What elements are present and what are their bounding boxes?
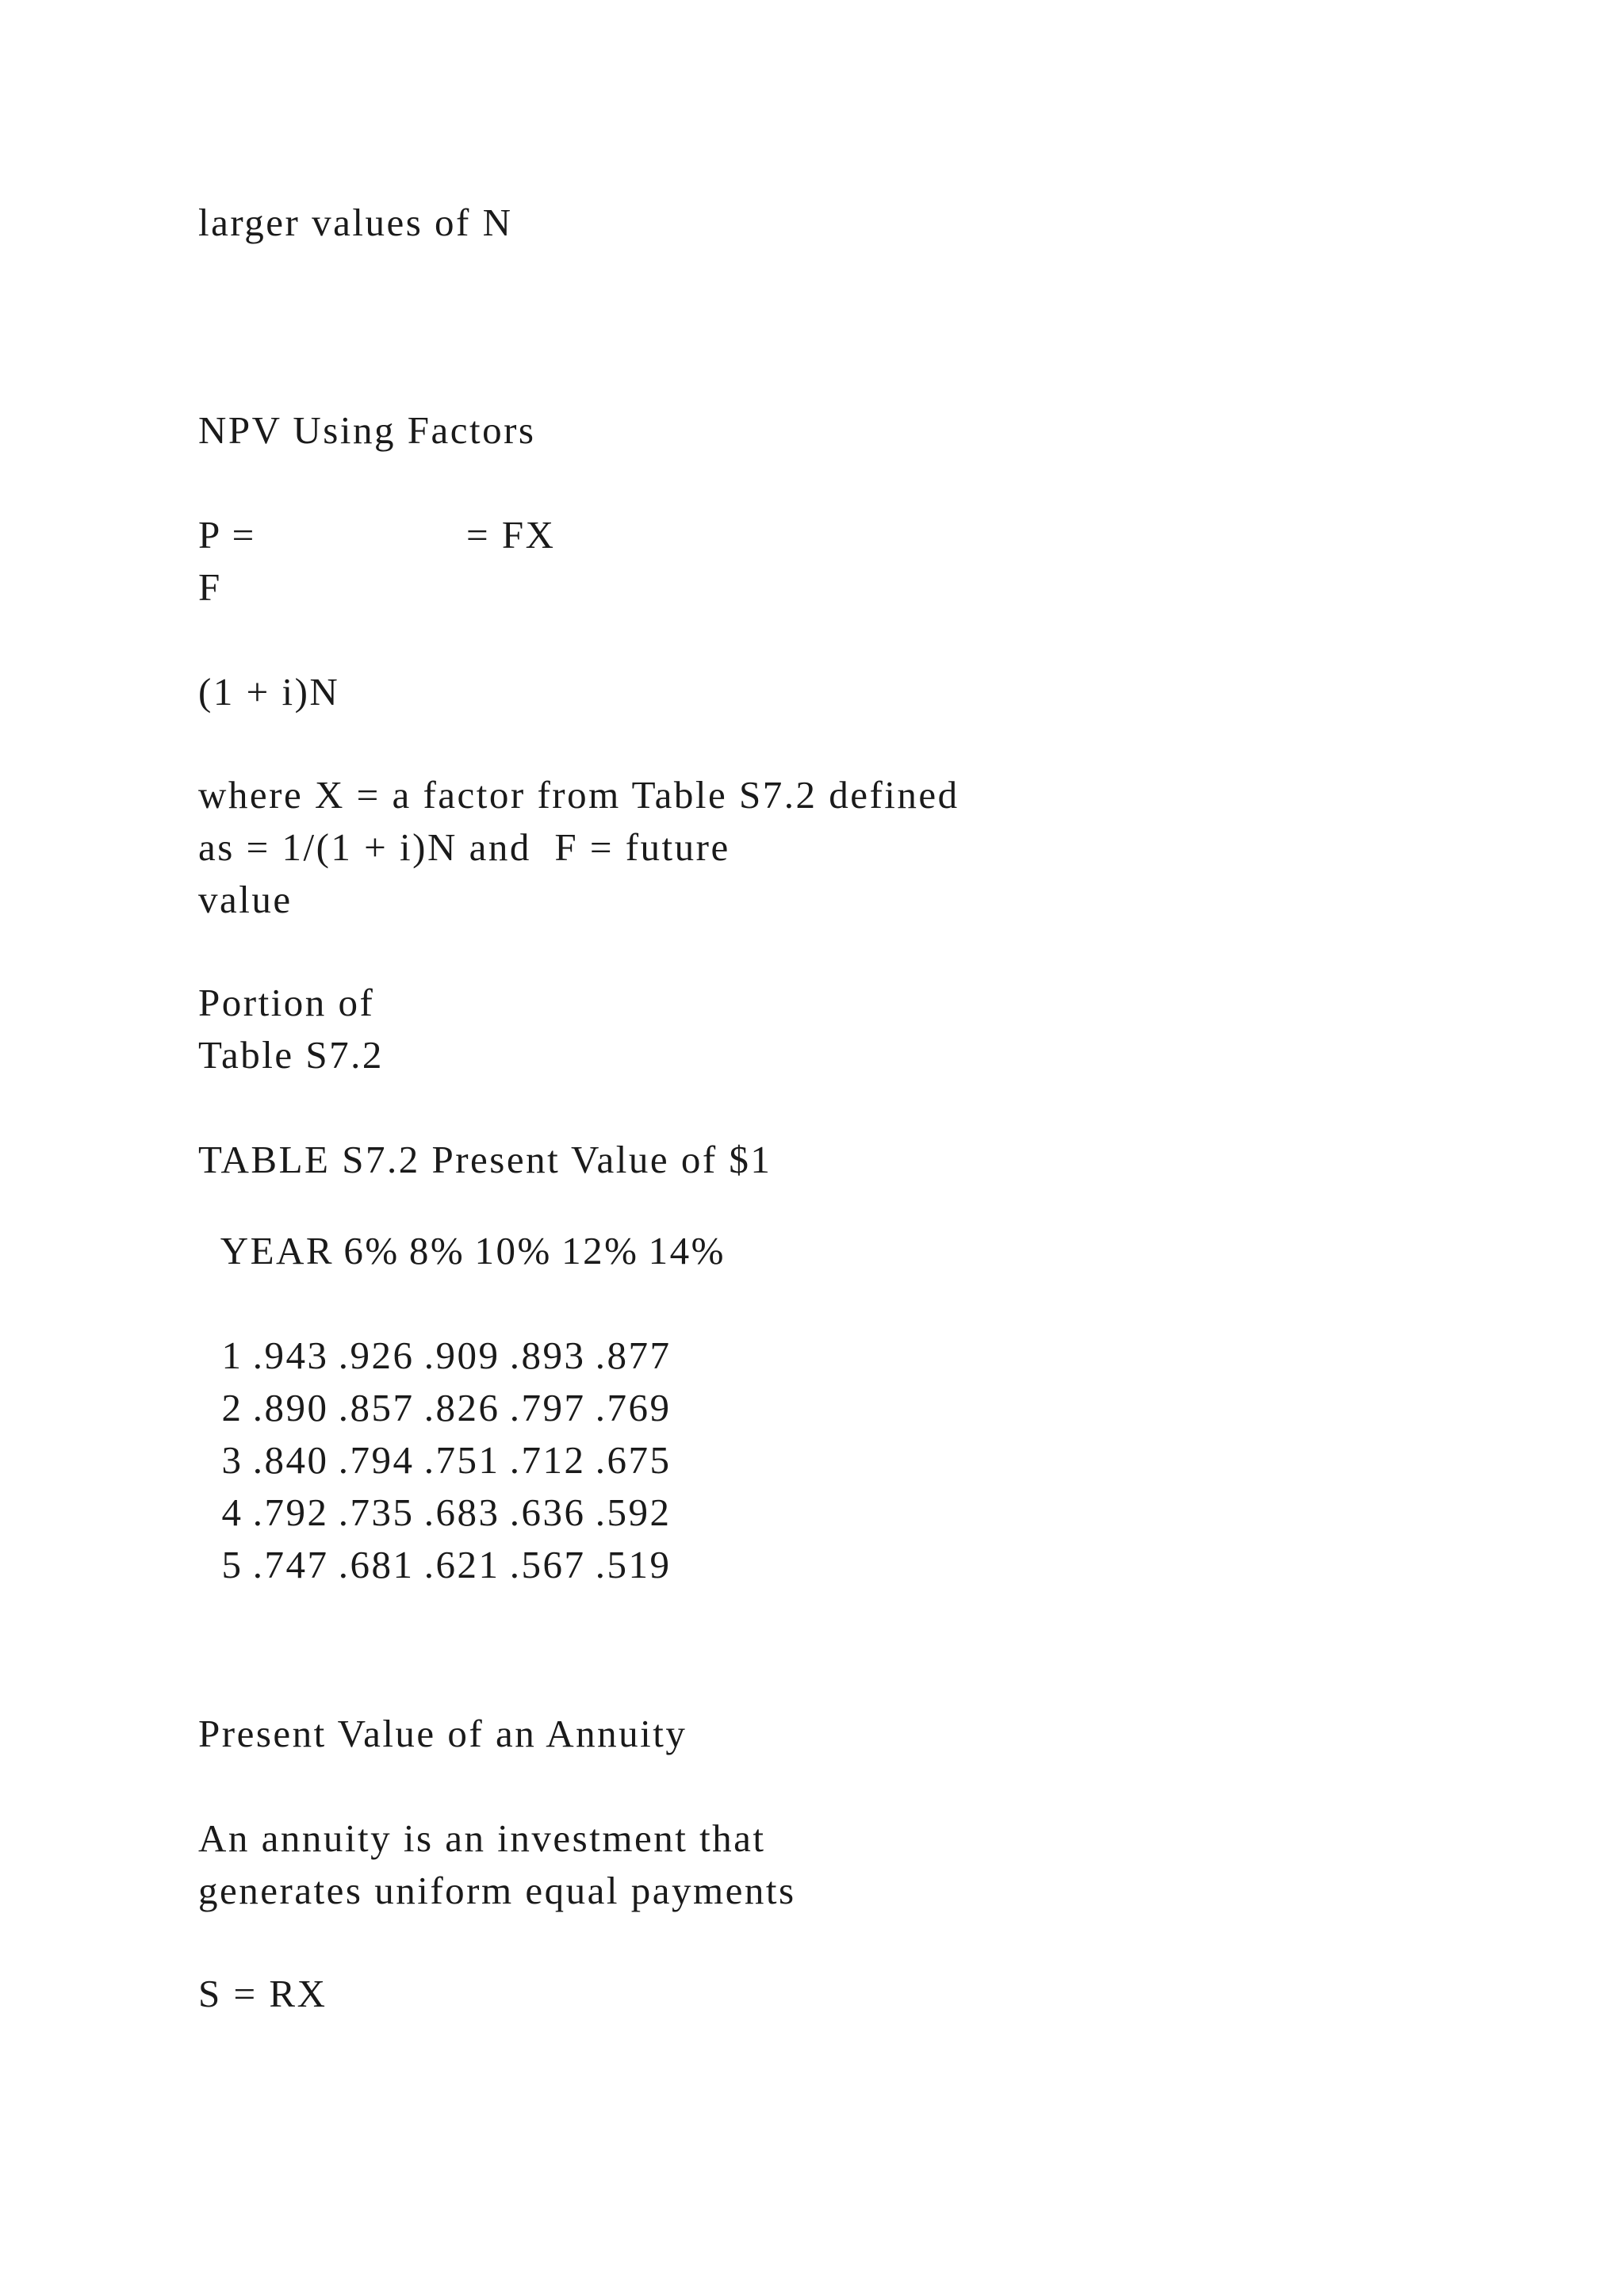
table-ref-label: Table S7.2	[198, 1033, 384, 1077]
table-cell: .747	[252, 1543, 329, 1586]
text-larger-values: larger values of N	[198, 201, 513, 244]
table-cell: .519	[595, 1543, 672, 1586]
table-cell: .621	[423, 1543, 500, 1586]
table-row	[198, 1506, 672, 1584]
table-cell: .735	[338, 1490, 415, 1534]
table-cell: .893	[509, 1334, 586, 1377]
table-cell: .826	[423, 1386, 500, 1429]
table-header-cell: 14%	[648, 1229, 726, 1272]
table-header-cell: 10%	[474, 1229, 552, 1272]
table-cell: .675	[595, 1438, 672, 1482]
table-cell: .567	[509, 1543, 586, 1586]
definition-line-3: value	[198, 878, 293, 921]
table-header-cell: YEAR	[220, 1229, 335, 1272]
table-cell: .840	[252, 1438, 329, 1482]
table-cell: 4	[221, 1490, 243, 1534]
table-cell: 1	[221, 1334, 243, 1377]
table-cell: .857	[338, 1386, 415, 1429]
table-cell: 5	[221, 1543, 243, 1586]
table-cell: 2	[221, 1386, 243, 1429]
annuity-description-2: generates uniform equal payments	[198, 1869, 796, 1912]
table-cell: .636	[509, 1490, 586, 1534]
table-cell: .926	[338, 1334, 415, 1377]
table-cell: .792	[252, 1490, 329, 1534]
table-header-cell: 6%	[343, 1229, 400, 1272]
table-cell: .683	[423, 1490, 500, 1534]
table-header-cell: 8%	[408, 1229, 465, 1272]
table-cell: .751	[423, 1438, 500, 1482]
heading-present-value-annuity: Present Value of an Annuity	[198, 1712, 688, 1755]
table-cell: .592	[595, 1490, 672, 1534]
table-header-row	[198, 1192, 726, 1270]
portion-of-label: Portion of	[198, 981, 375, 1024]
table-cell: .769	[595, 1386, 672, 1429]
definition-line-1: where X = a factor from Table S7.2 defined	[198, 773, 959, 817]
formula-equals-fx: = FX	[466, 513, 556, 557]
table-cell: .712	[509, 1438, 586, 1482]
formula-s-equals-rx: S = RX	[198, 1972, 327, 2015]
formula-denominator: (1 + i)N	[198, 670, 340, 714]
heading-npv-using-factors: NPV Using Factors	[198, 408, 536, 452]
table-cell: .797	[509, 1386, 586, 1429]
table-cell: .877	[595, 1334, 672, 1377]
table-cell: .943	[252, 1334, 329, 1377]
annuity-description-1: An annuity is an investment that	[198, 1816, 766, 1860]
table-cell: 3	[221, 1438, 243, 1482]
table-cell: .794	[338, 1438, 415, 1482]
definition-line-2: as = 1/(1 + i)N and F = future	[198, 825, 730, 869]
table-cell: .890	[252, 1386, 329, 1429]
table-header-cell: 12%	[561, 1229, 639, 1272]
table-title: TABLE S7.2 Present Value of $1	[198, 1138, 772, 1181]
table-cell: .909	[423, 1334, 500, 1377]
table-cell: .681	[338, 1543, 415, 1586]
formula-p-equals: P =	[198, 513, 256, 557]
formula-numerator-f: F	[198, 565, 222, 609]
